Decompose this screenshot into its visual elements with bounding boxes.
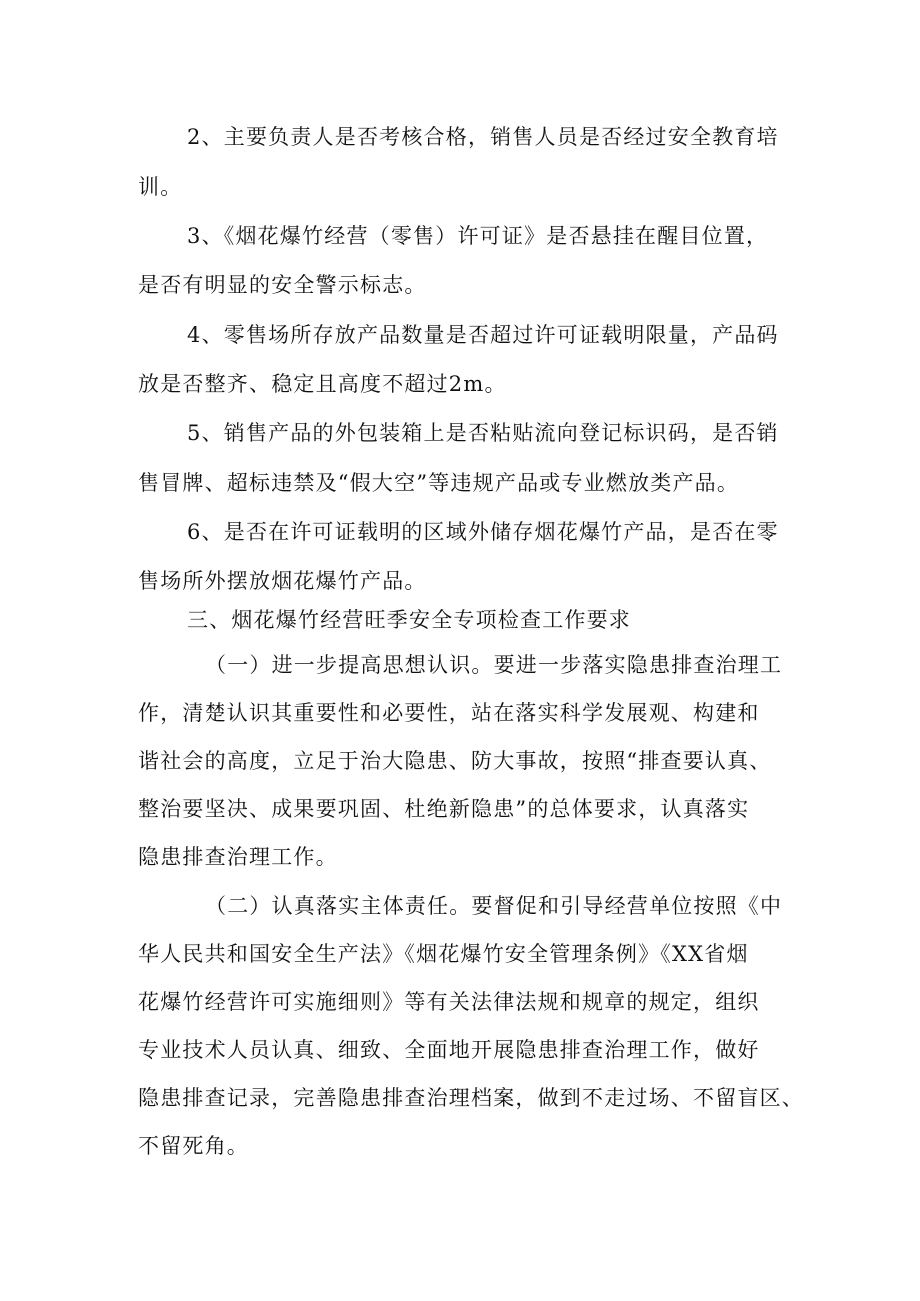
text-line: 放是否整齐、稳定且高度不超过2m。: [138, 372, 507, 396]
text-line: 专业技术人员认真、细致、全面地开展隐患排查治理工作，做好: [138, 1038, 760, 1062]
section-heading: 三、烟花爆竹经营旺季安全专项检查工作要求: [187, 608, 631, 632]
text-line: 不留死角。: [138, 1134, 249, 1158]
text-line: 花爆竹经营许可实施细则》等有关法律法规和规章的规定，组织: [138, 990, 760, 1014]
text-line: 5、销售产品的外包装箱上是否粘贴流向登记标识码，是否销: [187, 421, 779, 445]
text-line: 整治要坚决、成果要巩固、杜绝新隐患”的总体要求，认真落实: [138, 797, 750, 821]
text-line: 隐患排查记录，完善隐患排查治理档案，做到不走过场、不留盲区、: [138, 1086, 804, 1110]
text-line: 是否有明显的安全警示标志。: [138, 273, 427, 297]
text-line: 3、《烟花爆竹经营（零售）许可证》是否悬挂在醒目位置，: [187, 224, 769, 248]
text-line: 售场所外摆放烟花爆竹产品。: [138, 569, 427, 593]
text-line: 2、主要负责人是否考核合格，销售人员是否经过安全教育培: [187, 125, 779, 149]
text-line: 隐患排查治理工作。: [138, 845, 338, 869]
text-line: 售冒牌、超标违禁及“假大空”等违规产品或专业燃放类产品。: [138, 471, 740, 495]
text-line: （二）认真落实主体责任。要督促和引导经营单位按照《中: [205, 894, 783, 918]
text-line: （一）进一步提高思想认识。要进一步落实隐患排查治理工: [205, 653, 783, 677]
text-line: 华人民共和国安全生产法》《烟花爆竹安全管理条例》《XX省烟: [138, 942, 749, 966]
text-line: 谐社会的高度，立足于治大隐患、防大事故，按照“排查要认真、: [138, 749, 772, 773]
text-line: 4、零售场所存放产品数量是否超过许可证载明限量，产品码: [187, 323, 779, 347]
text-line: 6、是否在许可证载明的区域外储存烟花爆竹产品，是否在零: [187, 520, 779, 544]
text-line: 训。: [138, 175, 183, 199]
text-line: 作，清楚认识其重要性和必要性，站在落实科学发展观、构建和: [138, 701, 760, 725]
